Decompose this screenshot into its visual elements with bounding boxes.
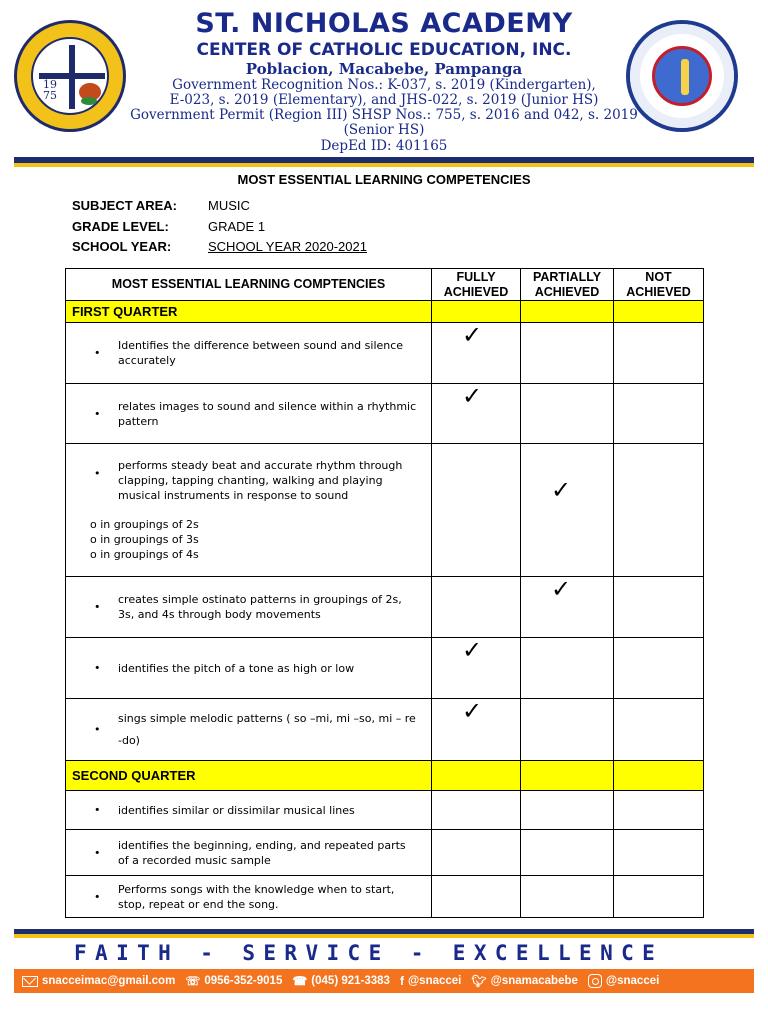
- partially-achieved-cell: [521, 876, 614, 918]
- gov-permit-line-senior: (Senior HS): [343, 122, 425, 138]
- header-divider-gold: [14, 163, 754, 167]
- phone-icon: ☏: [185, 974, 201, 988]
- quarter-row-second: [66, 761, 704, 791]
- not-achieved-cell: [614, 323, 704, 384]
- school-address: Poblacion, Macabebe, Pampanga: [245, 60, 523, 78]
- table-row: [66, 577, 704, 638]
- gov-recognition-line-1: Government Recognition Nos.: K-037, s. 2019 (Kindergarten),: [172, 77, 596, 93]
- telephone-icon: ☎: [292, 974, 308, 988]
- not-achieved-cell: [614, 638, 704, 699]
- facebook-icon: f: [399, 974, 404, 988]
- header-partially-achieved: PARTIALLY ACHIEVED: [521, 269, 614, 301]
- header-not-achieved: NOT ACHIEVED: [614, 269, 704, 301]
- competency-cell: • Performs songs with the knowledge when to start, stop, repeat or end the song.: [66, 876, 432, 918]
- checkmark-icon: ✓: [462, 382, 483, 410]
- partially-achieved-cell: [521, 699, 614, 761]
- footer-divider-gold: [14, 934, 754, 938]
- not-achieved-cell: [614, 830, 704, 876]
- contact-bar: [14, 969, 754, 993]
- checkmark-icon: ✓: [462, 636, 483, 664]
- school-subtitle: CENTER OF CATHOLIC EDUCATION, INC.: [196, 40, 572, 60]
- competency-cell: • Identifies the difference between sound and silence accurately: [66, 323, 432, 384]
- competency-cell: • creates simple ostinato patterns in groupings of 2s, 3s, and 4s through body movements: [66, 577, 432, 638]
- twitter-icon: 🐦︎: [471, 974, 487, 988]
- table-row: [66, 638, 704, 699]
- sub-item: o in groupings of 3s: [90, 533, 199, 546]
- not-achieved-cell: [614, 577, 704, 638]
- school-year-label: SCHOOL YEAR:: [72, 239, 172, 254]
- fully-achieved-cell: [432, 699, 521, 761]
- checkmark-icon: ✓: [551, 575, 572, 603]
- header-competency: MOST ESSENTIAL LEARNING COMPTENCIES: [66, 269, 432, 301]
- contact-telephone[interactable]: ☎ (045) 921-3383: [292, 974, 390, 988]
- fully-achieved-cell: [432, 876, 521, 918]
- competencies-table: [65, 268, 704, 918]
- fully-achieved-cell: [432, 638, 521, 699]
- checkmark-icon: ✓: [551, 476, 572, 504]
- quarter-label: FIRST QUARTER: [66, 301, 432, 323]
- sub-item: o in groupings of 2s: [90, 518, 199, 531]
- competency-cell: • performs steady beat and accurate rhythm through clapping, tapping chanting, walking and playing musical instruments in response to sound o in groupings of 2s o in groupings of 3s o in groupings of 4s: [66, 444, 432, 577]
- quarter-row-first: [66, 301, 704, 323]
- school-name: ST. NICHOLAS ACADEMY: [195, 8, 573, 39]
- instagram-icon: [588, 974, 602, 988]
- fully-achieved-cell: [432, 323, 521, 384]
- competency-cell: • identifies the pitch of a tone as high or low: [66, 638, 432, 699]
- table-row: [66, 323, 704, 384]
- fully-achieved-cell: [432, 384, 521, 444]
- partially-achieved-cell: [521, 638, 614, 699]
- fully-achieved-cell: [432, 444, 521, 577]
- not-achieved-cell: [614, 876, 704, 918]
- partially-achieved-cell: [521, 791, 614, 830]
- deped-id: DepEd ID: 401165: [320, 138, 448, 154]
- partially-achieved-cell: [521, 577, 614, 638]
- fully-achieved-cell: [432, 791, 521, 830]
- table-row: [66, 791, 704, 830]
- contact-mobile[interactable]: ☏ 0956-352-9015: [185, 974, 283, 988]
- school-motto: FAITH - SERVICE - EXCELLENCE: [74, 941, 664, 965]
- competency-cell: • sings simple melodic patterns ( so –mi, mi –so, mi – re -do): [66, 699, 432, 761]
- seal-year-top: 19: [43, 78, 57, 91]
- fully-achieved-cell: [432, 830, 521, 876]
- partially-achieved-cell: [521, 384, 614, 444]
- sub-item: o in groupings of 4s: [90, 548, 199, 561]
- contact-twitter[interactable]: 🐦︎ @snamacabebe: [471, 974, 578, 988]
- competency-cell: • identifies similar or dissimilar musical lines: [66, 791, 432, 830]
- table-row: [66, 384, 704, 444]
- document-title: MOST ESSENTIAL LEARNING COMPETENCIES: [237, 172, 531, 187]
- not-achieved-cell: [614, 791, 704, 830]
- gov-permit-line: Government Permit (Region III) SHSP Nos.: 755, s. 2016 and 042, s. 2019: [130, 107, 638, 123]
- partially-achieved-cell: [521, 830, 614, 876]
- checkmark-icon: ✓: [462, 321, 483, 349]
- partially-achieved-cell: [521, 323, 614, 384]
- school-year-value: SCHOOL YEAR 2020-2021: [208, 239, 367, 254]
- table-row: [66, 830, 704, 876]
- contact-instagram[interactable]: @snaccei: [588, 974, 659, 988]
- not-achieved-cell: [614, 699, 704, 761]
- checkmark-icon: ✓: [462, 697, 483, 725]
- quarter-label: SECOND QUARTER: [66, 761, 432, 791]
- not-achieved-cell: [614, 444, 704, 577]
- grade-level-label: GRADE LEVEL:: [72, 219, 169, 234]
- mail-icon: [22, 976, 38, 987]
- table-row: [66, 444, 704, 577]
- competency-cell: • identifies the beginning, ending, and repeated parts of a recorded music sample: [66, 830, 432, 876]
- partially-achieved-cell: [521, 444, 614, 577]
- table-header-row: [66, 269, 704, 301]
- competency-cell: • relates images to sound and silence within a rhythmic pattern: [66, 384, 432, 444]
- not-achieved-cell: [614, 384, 704, 444]
- gov-recognition-line-2: E-023, s. 2019 (Elementary), and JHS-022, s. 2019 (Junior HS): [169, 92, 599, 108]
- table-row: [66, 876, 704, 918]
- seal-year-bottom: 75: [43, 89, 57, 102]
- subject-area-label: SUBJECT AREA:: [72, 198, 177, 213]
- table-row: [66, 699, 704, 761]
- subject-area-value: MUSIC: [208, 198, 250, 213]
- contact-email[interactable]: snacceimac@gmail.com: [22, 975, 175, 987]
- header-fully-achieved: FULLY ACHIEVED: [432, 269, 521, 301]
- grade-level-value: GRADE 1: [208, 219, 266, 234]
- contact-facebook[interactable]: f @snaccei: [399, 974, 462, 988]
- fully-achieved-cell: [432, 577, 521, 638]
